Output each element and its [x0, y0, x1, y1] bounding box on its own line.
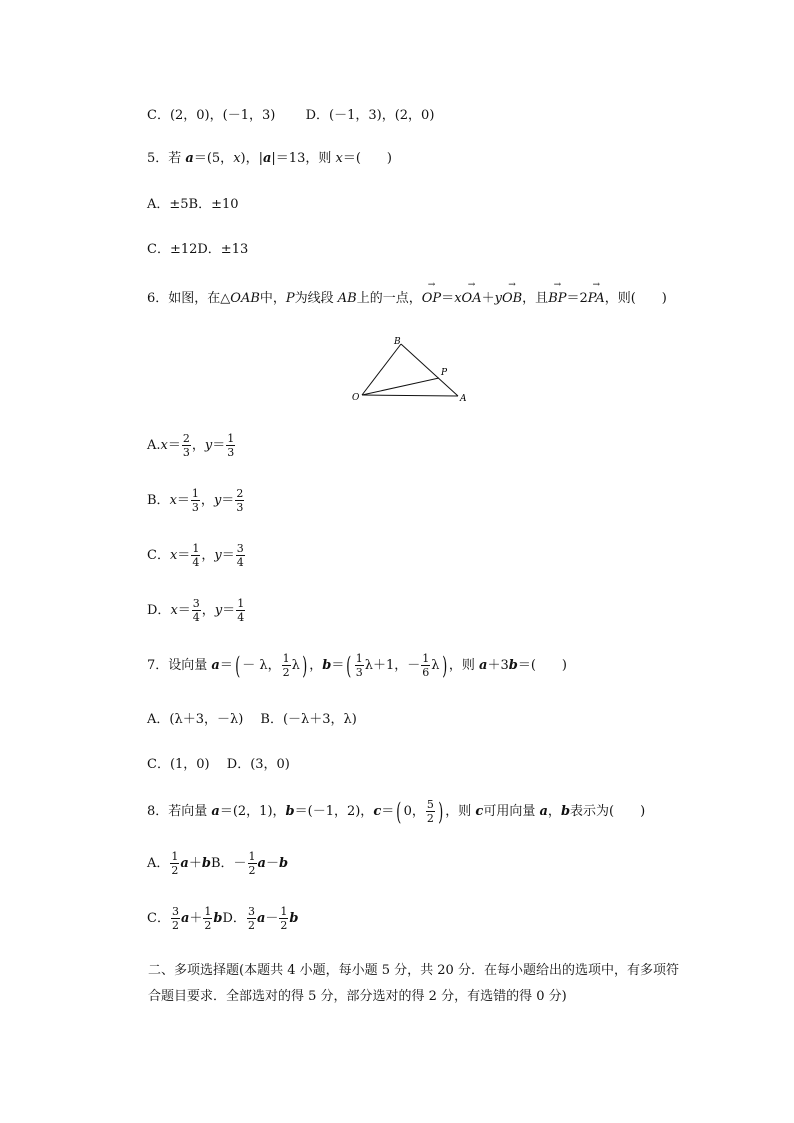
denominator: 2: [171, 919, 179, 932]
option-label: C．: [147, 548, 170, 563]
fraction: [236, 542, 245, 569]
paren: (: [234, 651, 241, 680]
question-8-options-cd: [147, 905, 298, 932]
section-2-heading: [122, 958, 682, 1010]
fraction: [279, 905, 288, 932]
vector-b: b: [508, 658, 518, 673]
stem-text: ＝(2，1)，: [219, 804, 286, 819]
separator: ，: [309, 658, 323, 673]
fraction: [421, 652, 430, 679]
numerator: 1: [280, 905, 288, 918]
separator: ，: [201, 548, 215, 563]
equals-sign: ＝: [221, 548, 235, 563]
question-7-stem: [147, 652, 567, 679]
numerator: 3: [247, 905, 255, 918]
paren: ): [301, 651, 308, 680]
stem-text: ，则: [448, 658, 480, 673]
fraction: [248, 850, 257, 877]
stem-text: 上的一点，: [356, 291, 422, 306]
equals-sign: ＝2: [566, 291, 588, 306]
var-x: x: [169, 548, 178, 563]
fraction: [191, 542, 200, 569]
paren: ): [441, 651, 447, 680]
fraction: [355, 652, 364, 679]
question-8-stem: [147, 798, 645, 825]
vector-a: a: [185, 151, 194, 166]
equals-sign: ＝: [176, 493, 190, 508]
fraction: [282, 652, 291, 679]
numerator: 3: [192, 597, 200, 610]
triangle-label: OAB: [230, 291, 260, 306]
term: 0，: [403, 804, 425, 819]
numerator: 1: [191, 487, 199, 500]
fraction: [182, 432, 191, 459]
vector-b: b: [201, 856, 211, 871]
vector-a: a: [211, 804, 220, 819]
stem-text: ＝: [331, 658, 345, 673]
denominator: 2: [280, 919, 288, 932]
var-x: x: [233, 151, 241, 166]
option-label: C．: [147, 911, 170, 926]
vector-b: b: [322, 658, 332, 673]
vector-a: a: [256, 911, 266, 926]
label-p: P: [441, 368, 448, 378]
stem-text: 表示为( ): [570, 804, 646, 819]
numerator: 1: [248, 850, 256, 863]
stem-text: ＝: [381, 804, 395, 819]
question-6-stem: [147, 287, 667, 306]
triangle-figure: [345, 330, 475, 410]
plus-sign: ＋: [188, 856, 202, 871]
segment-ab: AB: [337, 291, 357, 306]
minus-sign: －: [265, 856, 279, 871]
vector-oa: → OA: [462, 291, 482, 306]
vector-a: a: [479, 658, 488, 673]
numerator: 5: [426, 798, 434, 811]
segment-ba: [401, 344, 458, 396]
question-5-options-ab: A．±5B．±10: [147, 197, 239, 212]
var-x: x: [160, 438, 168, 453]
denominator: 4: [192, 556, 200, 569]
fraction: [235, 487, 244, 514]
numerator: 3: [236, 542, 244, 555]
separator: ，: [191, 438, 205, 453]
option-label: A．: [147, 856, 170, 871]
vector-b: b: [560, 804, 571, 819]
section-2-text: 二、多项选择题(本题共 4 小题，每小题 5 分，共 20 分．在每小题给出的选项中，有多项符合题目要求．全部选对的得 5 分，部分选对的得 2 分，有选错的得 0 分): [148, 963, 679, 1004]
option-label: B．－: [210, 856, 247, 871]
paren: ): [438, 797, 444, 826]
vector-a: a: [180, 911, 190, 926]
denominator: 3: [182, 446, 190, 459]
vector-a: a: [539, 804, 548, 819]
vector-op: → OP: [422, 291, 441, 306]
vector-b: b: [285, 804, 295, 819]
var-x: x: [335, 151, 343, 166]
term: λ＋1，－: [364, 658, 421, 673]
numerator: 2: [182, 432, 190, 445]
equals-sign: ＝: [177, 548, 191, 563]
vector-a: a: [211, 658, 220, 673]
question-7-options-cd: C．(1，0) D．(3，0): [147, 757, 290, 772]
var-x: x: [169, 493, 177, 508]
equals-sign: ＝: [222, 603, 236, 618]
segment-oa: [362, 395, 458, 396]
denominator: 2: [282, 666, 290, 679]
equals-sign: ＝: [212, 438, 226, 453]
vector-c: c: [373, 804, 382, 819]
denominator: 2: [247, 919, 255, 932]
paren: (: [346, 651, 352, 680]
denominator: 3: [227, 446, 235, 459]
stem-text: ＝( ): [342, 151, 392, 166]
option-c: C．(2，0)，(－1，3): [147, 108, 276, 123]
denominator: 2: [204, 919, 212, 932]
denominator: 3: [191, 501, 199, 514]
denominator: 3: [236, 501, 244, 514]
option-label: B．: [147, 493, 170, 508]
stem-text: ＝(5，: [193, 151, 234, 166]
vector-b: b: [213, 911, 223, 926]
fraction: [426, 798, 435, 825]
var-y: y: [494, 291, 502, 306]
numerator: 1: [204, 905, 212, 918]
var-y: y: [213, 493, 222, 508]
var-y: y: [204, 438, 213, 453]
stem-text: ＝: [219, 658, 233, 673]
question-6-option-c: [147, 542, 246, 569]
point-p: P: [285, 291, 295, 306]
question-4-options-cd: [147, 104, 434, 123]
fraction: [171, 905, 180, 932]
question-6-option-d: [147, 597, 246, 624]
option-label: A.: [147, 438, 161, 453]
stem-text: 为线段: [294, 291, 338, 306]
equals-sign: ＝: [177, 603, 191, 618]
stem-text: ＝(－1，2)，: [294, 804, 374, 819]
numerator: 1: [355, 652, 363, 665]
option-d: D．(－1，3)，(2，0): [305, 108, 435, 123]
option-label: D．: [222, 911, 246, 926]
plus-sign: ＋: [189, 911, 203, 926]
vector-a: a: [262, 151, 272, 166]
vector-bp: → BP: [548, 291, 566, 306]
vector-a: a: [180, 856, 189, 871]
denominator: 4: [192, 611, 200, 624]
fraction: [192, 597, 201, 624]
stem-text: ＋3: [487, 658, 509, 673]
question-6-option-b: [147, 487, 245, 514]
equals-sign: ＝: [221, 493, 235, 508]
denominator: 4: [236, 556, 244, 569]
var-x: x: [170, 603, 178, 618]
stem-text: ，则: [445, 804, 476, 819]
denominator: 2: [248, 864, 256, 877]
fraction: [170, 850, 179, 877]
paren: (: [396, 797, 402, 826]
denominator: 2: [171, 864, 179, 877]
vector-c: c: [475, 804, 484, 819]
numerator: 3: [171, 905, 179, 918]
question-5-options-cd: C．±12D．±13: [147, 242, 249, 257]
separator: ，: [201, 603, 215, 618]
question-7-options-ab: A．(λ＋3，－λ) B．(－λ＋3，λ): [147, 712, 357, 727]
stem-text: 7．设向量: [147, 658, 212, 673]
equals-sign: ＝: [441, 291, 455, 306]
stem-text: |＝13，则: [271, 151, 336, 166]
fraction: [203, 905, 212, 932]
question-6-option-a: [147, 432, 236, 459]
vector-b: b: [278, 856, 289, 871]
numerator: 1: [227, 432, 235, 445]
label-b: B: [394, 337, 401, 347]
plus-sign: ＋: [481, 291, 495, 306]
minus-sign: －: [265, 911, 279, 926]
stem-text: 5．若: [147, 151, 186, 166]
stem-text: 可用向量: [483, 804, 540, 819]
numerator: 1: [192, 542, 200, 555]
fraction: [191, 487, 200, 514]
stem-text: ，: [547, 804, 561, 819]
label-a: A: [460, 394, 467, 404]
var-y: y: [214, 548, 222, 563]
lambda: λ: [431, 658, 440, 673]
numerator: 1: [422, 652, 430, 665]
stem-text: 8．若向量: [147, 804, 212, 819]
denominator: 2: [426, 812, 434, 825]
fraction: [226, 432, 235, 459]
denominator: 6: [422, 666, 430, 679]
term: － λ，: [242, 658, 281, 673]
stem-text: 6．如图，在△: [147, 291, 231, 306]
question-5-stem: [147, 147, 392, 166]
var-y: y: [214, 603, 223, 618]
lambda: λ: [291, 658, 300, 673]
denominator: 4: [237, 611, 245, 624]
vector-ob: → OB: [502, 291, 522, 306]
stem-text: ，则( ): [604, 291, 667, 306]
stem-text: ，且: [522, 291, 549, 306]
separator: ，: [200, 493, 214, 508]
numerator: 2: [236, 487, 244, 500]
stem-text: )，|: [240, 151, 263, 166]
stem-text: ＝( ): [517, 658, 567, 673]
fraction: [236, 597, 245, 624]
option-label: D．: [147, 603, 171, 618]
var-x: x: [454, 291, 462, 306]
stem-text: 中，: [259, 291, 286, 306]
denominator: 3: [355, 666, 363, 679]
question-8-options-ab: [147, 850, 288, 877]
equals-sign: ＝: [167, 438, 181, 453]
label-o: O: [352, 393, 360, 403]
vector-b: b: [289, 911, 299, 926]
vector-a: a: [257, 856, 266, 871]
fraction: [247, 905, 256, 932]
numerator: 1: [237, 597, 245, 610]
numerator: 1: [282, 652, 290, 665]
vector-pa: → PA: [588, 291, 605, 306]
numerator: 1: [171, 850, 179, 863]
